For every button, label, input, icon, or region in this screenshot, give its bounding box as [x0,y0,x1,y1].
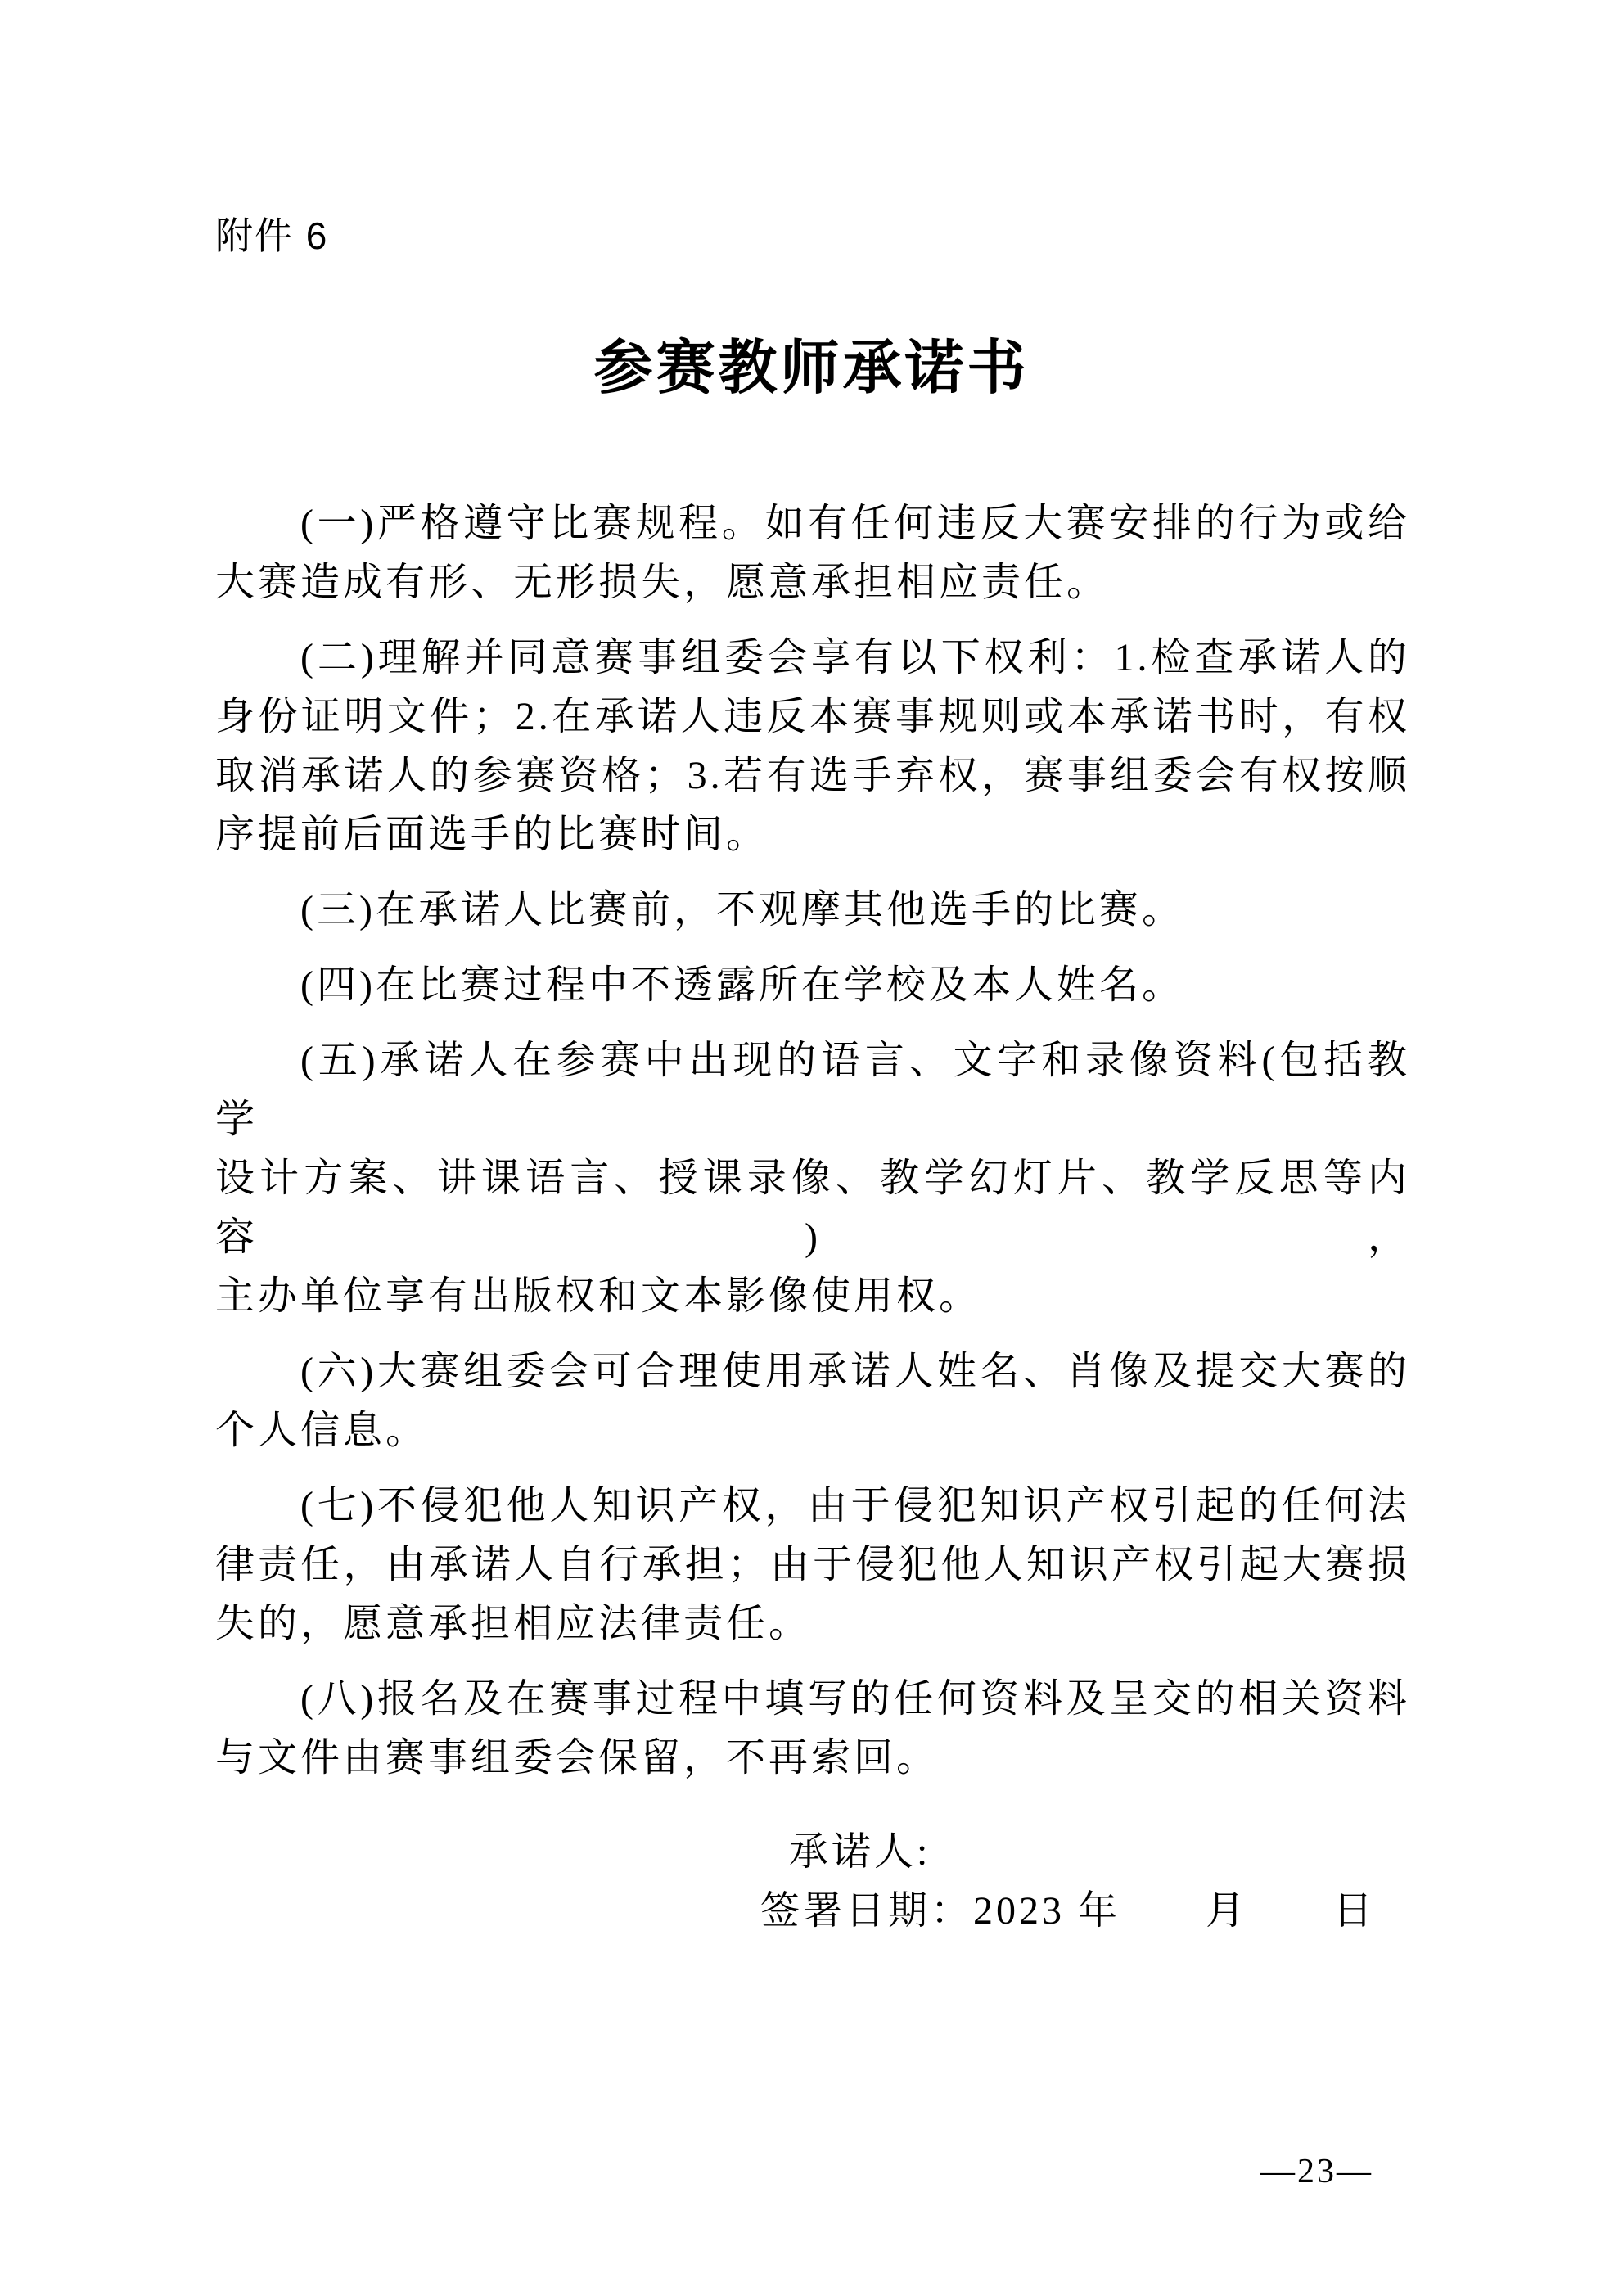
paragraph [215,629,1410,864]
signer-label: 承诺人: [789,1830,931,1874]
paragraph [215,1477,1410,1653]
paragraph-line: (五)承诺人在参赛中出现的语言、文字和录像资料(包括教学 [215,1039,1410,1141]
paragraph-line: 大赛造成有形、无形损失，愿意承担相应责任。 [215,561,1110,604]
paragraph-line: 身份证明文件；2.在承诺人违反本赛事规则或本承诺书时，有权 [215,695,1410,738]
paragraph-line: 取消承诺人的参赛资格；3.若有选手弃权，赛事组委会有权按顺 [215,754,1410,797]
document-title: 参赛教师承诺书 [593,336,1030,401]
paragraph-line: 设计方案、讲课语言、授课录像、教学幻灯片、教学反思等内容)， [215,1157,1410,1259]
paragraph-line: 序提前后面选手的比赛时间。 [215,813,769,856]
paragraph [215,1031,1410,1326]
attachment-label: 附件 6 [215,214,329,257]
paragraph-line: (一)严格遵守比赛规程。如有任何违反大赛安排的行为或给 [300,502,1410,545]
paragraph-line: 失的，愿意承担相应法律责任。 [215,1602,812,1645]
paragraph [215,956,1410,1015]
signature-block [760,1823,1376,1941]
paragraph [215,1670,1410,1788]
paragraph-line: (三)在承诺人比赛前，不观摩其他选手的比赛。 [300,888,1184,931]
signature-date-line: 签署日期：2023 年 月 日 [760,1889,1377,1933]
paragraph-line: 律责任，由承诺人自行承担；由于侵犯他人知识产权引起大赛损 [215,1543,1410,1586]
paragraph-line: 主办单位享有出版权和文本影像使用权。 [215,1274,982,1318]
document-body [215,494,1410,1804]
paragraph-line: (七)不侵犯他人知识产权，由于侵犯知识产权引起的任何法 [300,1484,1410,1527]
page-number: —23— [1260,2153,1373,2190]
paragraph-line: 个人信息。 [215,1409,429,1452]
paragraph-line: (八)报名及在赛事过程中填写的任何资料及呈交的相关资料 [300,1677,1410,1721]
paragraph-line: (六)大赛组委会可合理使用承诺人姓名、肖像及提交大赛的 [300,1350,1410,1393]
paragraph-line: (四)在比赛过程中不透露所在学校及本人姓名。 [300,963,1184,1007]
paragraph [215,881,1410,940]
paragraph-line: 与文件由赛事组委会保留，不再索回。 [215,1736,940,1780]
paragraph-line: (二)理解并同意赛事组委会享有以下权利：1.检查承诺人的 [300,636,1410,679]
paragraph [215,494,1410,612]
paragraph [215,1342,1410,1460]
